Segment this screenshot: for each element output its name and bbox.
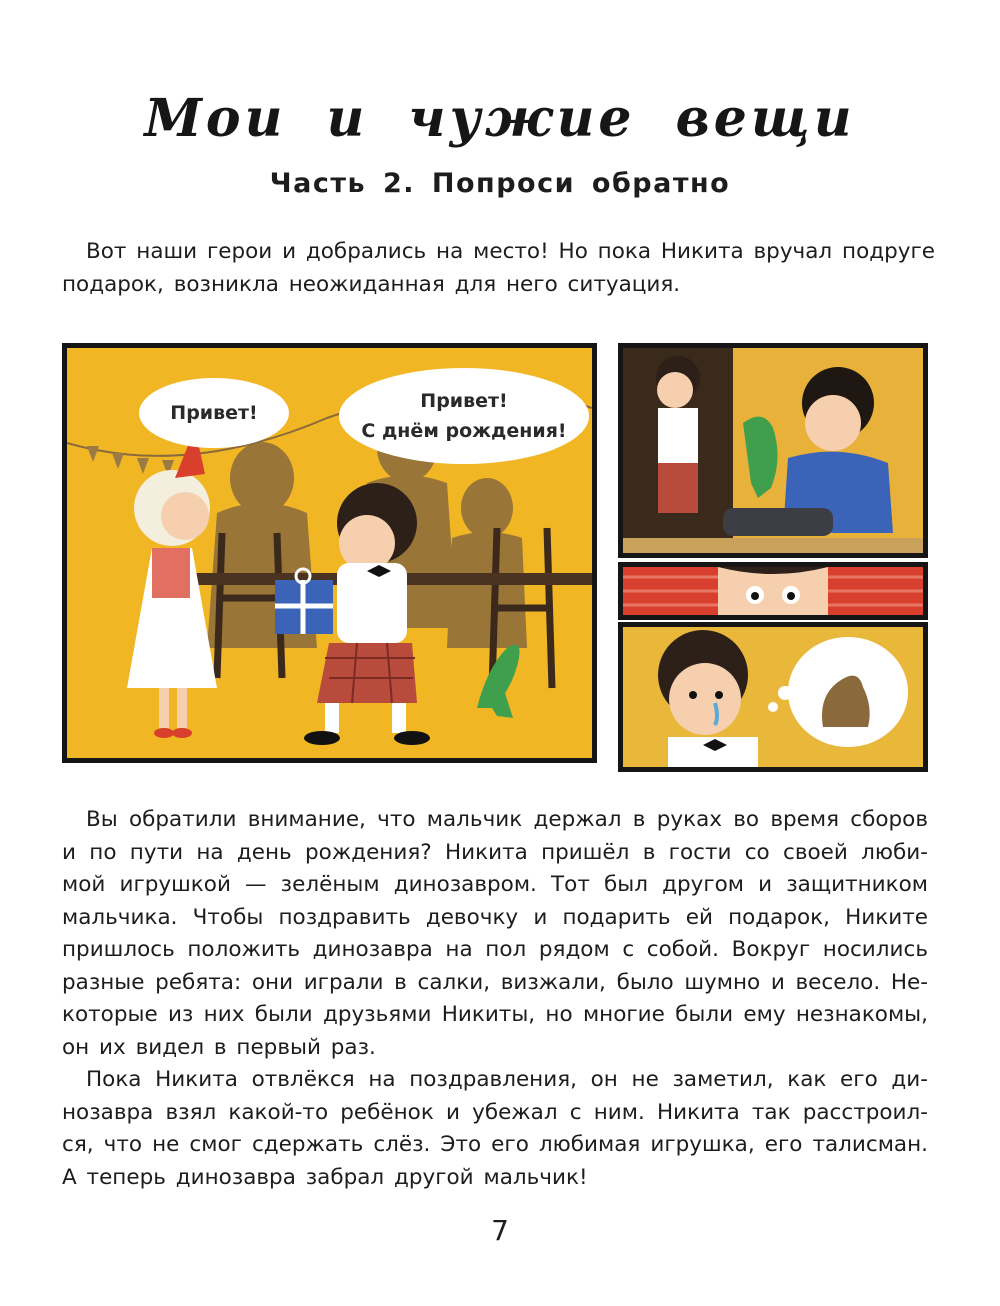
text-line: мой игрушкой — зелёным динозавром. Тот был другом и защитником: [62, 872, 928, 897]
comic-panel-eyes: [618, 562, 928, 620]
page-title: Мои и чужие вещи: [144, 88, 856, 149]
text-line: разные ребята: они играли в салки, визжали, было шумно и весело. Не-: [62, 969, 928, 995]
text-line: Вы обратили внимание, что мальчик держал в руках во время сборов: [86, 807, 928, 832]
boy-takes-dinosaur-illustration: [623, 348, 923, 553]
page-number: 7: [491, 1214, 509, 1247]
text-line: мальчика. Чтобы поздравить девочку и подарить ей подарок, Никите: [62, 904, 928, 930]
text-line: А теперь динозавра забрал другой мальчик!: [62, 1164, 588, 1190]
speech-bubble-boy: [339, 368, 589, 464]
comic-panel-greeting: [62, 343, 597, 763]
worried-eyes-illustration: [623, 567, 923, 615]
comic-panel-crying: [618, 622, 928, 772]
text-line: пришлось положить динозавра на пол рядом с собой. Вокруг носились: [62, 937, 928, 962]
bubble-text: С днём рождения!: [361, 420, 567, 442]
comic-panel-other-boy: [618, 343, 928, 558]
text-line: Вот наши герои и добрались на место! Но пока Никита вручал подруге: [86, 239, 935, 264]
text-line: ся, что не смог сдержать слёз. Это его любимая игрушка, его талисман.: [62, 1132, 928, 1157]
text-line: Пока Никита отвлёкся на поздравления, он не заметил, как его ди-: [86, 1067, 928, 1092]
text-line: и по пути на день рождения? Никита пришёл в гости со своей люби-: [62, 839, 928, 865]
text-line: которые из них были друзьями Никиты, но многие были ему незнакомы,: [62, 1002, 928, 1027]
bubble-text: Привет!: [420, 390, 508, 412]
bubble-text: Привет!: [170, 402, 258, 424]
text-line: нозавра взял какой-то ребёнок и убежал с ним. Никита так расстроил-: [62, 1099, 928, 1125]
story-paragraph-1: [62, 804, 928, 1064]
crying-boy-illustration: [623, 627, 923, 767]
story-paragraph-2: [62, 1064, 928, 1194]
text-line: он их видел в первый раз.: [62, 1034, 376, 1060]
intro-paragraph: [62, 236, 935, 301]
speech-bubble-girl: [139, 378, 289, 448]
text-line: подарок, возникла неожиданная для него ситуация.: [62, 271, 681, 297]
section-subtitle: Часть 2. Попроси обратно: [269, 168, 731, 199]
